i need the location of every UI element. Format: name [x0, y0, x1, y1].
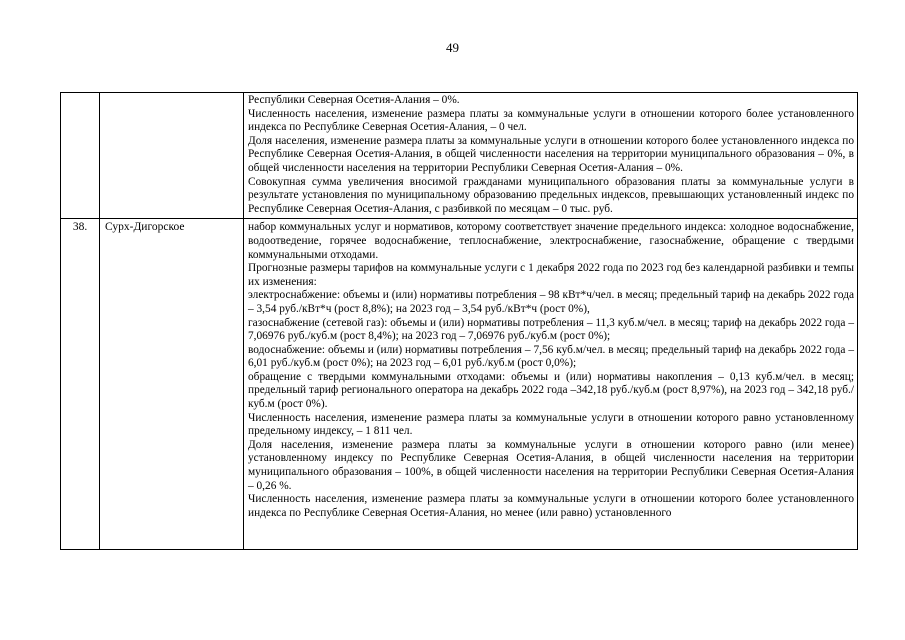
- paragraph: водоснабжение: объемы и (или) нормативы потребления – 7,56 куб.м/чел. в месяц; предельный тариф на декабрь 2022 года – 6,01 руб./куб.м (рост 0%); на 2023 год – 6,01 руб./куб.м (рост 0,0%);: [248, 343, 854, 370]
- paragraph: Прогнозные размеры тарифов на коммунальные услуги с 1 декабря 2022 года по 2023 год без календарной разбивки и темпы их изменения:: [248, 262, 854, 288]
- page-number: 49: [446, 40, 459, 55]
- municipality-name: Сурх-Дигорское: [105, 221, 185, 234]
- paragraph: Совокупная сумма увеличения вносимой гражданами муниципального образования платы за коммунальные услуги в результате установления по муниципальному образованию предельных индексов, превышающих установленный индекс по Республике Северная Осетия-Алания, с разбивкой по месяцам – 0 тыс. руб.: [248, 175, 854, 215]
- row-index: [61, 93, 99, 95]
- row-index-cell: [61, 219, 100, 550]
- paragraph: Численность населения, изменение размера платы за коммунальные услуги в отношении которого более установленного индекса по Республике Северная Осетия-Алания, – 0 чел.: [248, 107, 854, 134]
- municipality-name-cell: [100, 219, 244, 550]
- description-text: [244, 219, 857, 549]
- table-row: [61, 93, 858, 219]
- municipality-name: [100, 93, 243, 95]
- paragraph: обращение с твердыми коммунальными отходами: объемы и (или) нормативы накопления – 0,13 куб.м/чел. в месяц; предельный тариф регионального оператора на декабрь 2022 года –342,18 руб./куб.м (рост 8,97%), на 2023 год – 342,18 руб./куб.м (рост 0%).: [248, 370, 854, 411]
- description-cell: [244, 93, 858, 219]
- paragraph: Численность населения, изменение размера платы за коммунальные услуги в отношении которого более установленного индекса по Республике Северная Осетия-Алания, но менее (или равно) установленного: [248, 493, 854, 519]
- paragraph: Доля населения, изменение размера платы за коммунальные услуги в отношении которого равно (или менее) установленному индексу по Республике Северная Осетия-Алания, в общей численности населения на территории муниципального образования – 100%, в общей численности населения на территории Республики Северная Осетия-Алания – 0,26 %.: [248, 438, 854, 492]
- paragraph: электроснабжение: объемы и (или) нормативы потребления – 98 кВт*ч/чел. в месяц; предельный тариф на декабрь 2022 года – 3,54 руб./кВт*ч (рост 8,8%); на 2023 год – 3,54 руб./кВт*ч (рост 0%),: [248, 289, 854, 315]
- municipal-tariff-table: [60, 92, 858, 550]
- municipality-name-cell: [100, 93, 244, 219]
- paragraph: газоснабжение (сетевой газ): объемы и (или) нормативы потребления – 11,3 куб.м/чел. в месяц; тариф на декабрь 2022 года – 7,06976 руб./куб.м (рост 8,4%); на 2023 год – 7,06976 руб./куб.м (рост 0%);: [248, 316, 854, 343]
- row-index-cell: [61, 93, 100, 219]
- paragraph: набор коммунальных услуг и нормативов, которому соответствует значение предельного индекса: холодное водоснабжение, водоотведение, горячее водоснабжение, теплоснабжение, электроснабжение, газоснабжение, обращение с твердыми коммунальными отходами.: [248, 221, 854, 261]
- description-cell: [244, 219, 858, 550]
- paragraph: Республики Северная Осетия-Алания – 0%.: [248, 94, 460, 106]
- row-index: 38.: [72, 221, 88, 234]
- paragraph: Доля населения, изменение размера платы за коммунальные услуги в отношении которого более установленного индекса по Республике Северная Осетия-Алания, в общей численности населения на территории муниципального образования – 0%, в общей численности населения на территории Республики Северная Осетия-Алания – 0%.: [248, 134, 854, 174]
- table-row: [61, 219, 858, 550]
- description-text: [244, 93, 857, 218]
- paragraph: Численность населения, изменение размера платы за коммунальные услуги в отношении которого равно установленному предельному индексу, – 1 811 чел.: [248, 411, 854, 438]
